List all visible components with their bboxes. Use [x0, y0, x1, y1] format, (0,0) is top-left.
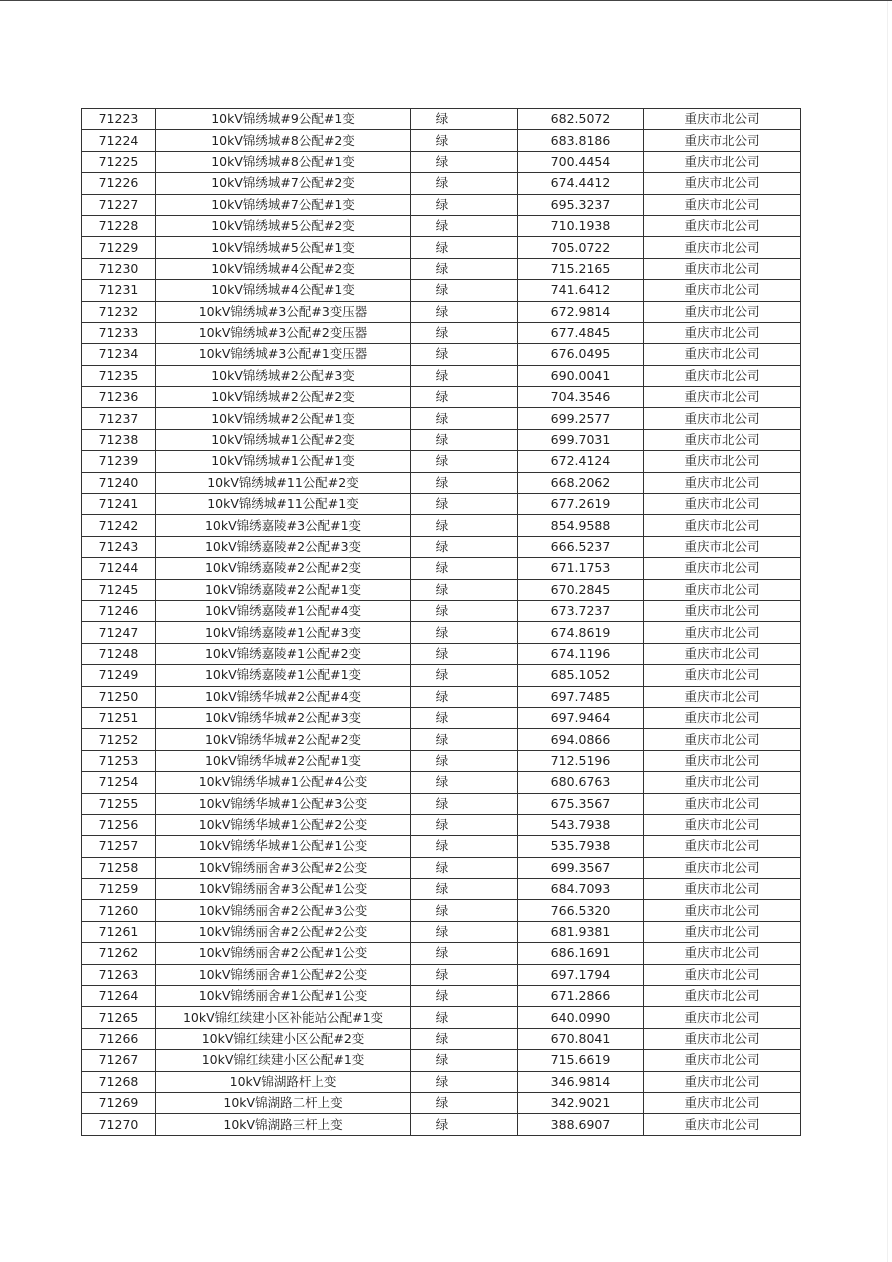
table-row	[82, 515, 801, 536]
cell-id: 71228	[82, 215, 156, 236]
cell-value: 675.3567	[518, 793, 644, 814]
cell-company: 重庆市北公司	[644, 130, 801, 151]
table-row	[82, 1050, 801, 1071]
cell-transformer-name: 10kV锦绣城#3公配#3变压器	[156, 301, 411, 322]
cell-transformer-name: 10kV锦绣城#2公配#2变	[156, 387, 411, 408]
cell-status-color: 绿	[411, 665, 518, 686]
cell-status-color: 绿	[411, 986, 518, 1007]
table-row	[82, 365, 801, 386]
cell-transformer-name: 10kV锦绣丽舍#2公配#1公变	[156, 943, 411, 964]
cell-company: 重庆市北公司	[644, 857, 801, 878]
table-row	[82, 729, 801, 750]
cell-id: 71269	[82, 1092, 156, 1113]
table-row	[82, 494, 801, 515]
cell-value: 677.2619	[518, 494, 644, 515]
cell-value: 697.9464	[518, 707, 644, 728]
cell-transformer-name: 10kV锦绣华城#1公配#1公变	[156, 836, 411, 857]
cell-value: 535.7938	[518, 836, 644, 857]
cell-value: 671.1753	[518, 558, 644, 579]
table-row	[82, 622, 801, 643]
cell-status-color: 绿	[411, 408, 518, 429]
cell-value: 671.2866	[518, 986, 644, 1007]
cell-value: 704.3546	[518, 387, 644, 408]
transformer-data-table	[81, 108, 801, 1136]
cell-transformer-name: 10kV锦绣城#4公配#2变	[156, 258, 411, 279]
cell-id: 71268	[82, 1071, 156, 1092]
cell-status-color: 绿	[411, 921, 518, 942]
cell-company: 重庆市北公司	[644, 579, 801, 600]
table-row	[82, 750, 801, 771]
cell-value: 715.2165	[518, 258, 644, 279]
table-row	[82, 1028, 801, 1049]
cell-id: 71252	[82, 729, 156, 750]
cell-company: 重庆市北公司	[644, 429, 801, 450]
cell-transformer-name: 10kV锦绣华城#2公配#1变	[156, 750, 411, 771]
cell-status-color: 绿	[411, 857, 518, 878]
cell-status-color: 绿	[411, 515, 518, 536]
cell-id: 71253	[82, 750, 156, 771]
cell-transformer-name: 10kV锦绣城#7公配#2变	[156, 173, 411, 194]
cell-status-color: 绿	[411, 1114, 518, 1135]
table-row	[82, 173, 801, 194]
cell-status-color: 绿	[411, 451, 518, 472]
cell-id: 71229	[82, 237, 156, 258]
cell-value: 699.3567	[518, 857, 644, 878]
cell-company: 重庆市北公司	[644, 729, 801, 750]
table-row	[82, 194, 801, 215]
cell-value: 668.2062	[518, 472, 644, 493]
table-row	[82, 921, 801, 942]
table-row	[82, 943, 801, 964]
cell-transformer-name: 10kV锦绣嘉陵#1公配#4变	[156, 600, 411, 621]
cell-id: 71242	[82, 515, 156, 536]
cell-company: 重庆市北公司	[644, 900, 801, 921]
cell-id: 71235	[82, 365, 156, 386]
cell-transformer-name: 10kV锦绣城#1公配#2变	[156, 429, 411, 450]
cell-transformer-name: 10kV锦绣丽舍#2公配#3公变	[156, 900, 411, 921]
table-row	[82, 772, 801, 793]
cell-value: 710.1938	[518, 215, 644, 236]
cell-transformer-name: 10kV锦绣嘉陵#1公配#1变	[156, 665, 411, 686]
cell-id: 71223	[82, 109, 156, 130]
table-row	[82, 857, 801, 878]
cell-value: 388.6907	[518, 1114, 644, 1135]
cell-status-color: 绿	[411, 1007, 518, 1028]
cell-value: 686.1691	[518, 943, 644, 964]
cell-id: 71231	[82, 280, 156, 301]
cell-status-color: 绿	[411, 836, 518, 857]
cell-transformer-name: 10kV锦绣城#9公配#1变	[156, 109, 411, 130]
cell-company: 重庆市北公司	[644, 879, 801, 900]
cell-status-color: 绿	[411, 130, 518, 151]
table-row	[82, 451, 801, 472]
cell-value: 705.0722	[518, 237, 644, 258]
cell-value: 694.0866	[518, 729, 644, 750]
cell-id: 71233	[82, 322, 156, 343]
cell-transformer-name: 10kV锦绣华城#1公配#3公变	[156, 793, 411, 814]
cell-status-color: 绿	[411, 814, 518, 835]
cell-transformer-name: 10kV锦绣嘉陵#2公配#1变	[156, 579, 411, 600]
cell-status-color: 绿	[411, 1071, 518, 1092]
cell-transformer-name: 10kV锦湖路三杆上变	[156, 1114, 411, 1135]
cell-value: 346.9814	[518, 1071, 644, 1092]
table-row	[82, 793, 801, 814]
cell-status-color: 绿	[411, 173, 518, 194]
cell-id: 71236	[82, 387, 156, 408]
cell-value: 741.6412	[518, 280, 644, 301]
cell-status-color: 绿	[411, 1028, 518, 1049]
cell-transformer-name: 10kV锦绣城#2公配#1变	[156, 408, 411, 429]
cell-company: 重庆市北公司	[644, 793, 801, 814]
table-row	[82, 814, 801, 835]
cell-status-color: 绿	[411, 151, 518, 172]
cell-company: 重庆市北公司	[644, 322, 801, 343]
cell-id: 71243	[82, 536, 156, 557]
cell-transformer-name: 10kV锦绣城#4公配#1变	[156, 280, 411, 301]
cell-status-color: 绿	[411, 322, 518, 343]
cell-status-color: 绿	[411, 365, 518, 386]
cell-status-color: 绿	[411, 964, 518, 985]
cell-status-color: 绿	[411, 301, 518, 322]
table-row	[82, 344, 801, 365]
cell-transformer-name: 10kV锦绣丽舍#1公配#1公变	[156, 986, 411, 1007]
cell-status-color: 绿	[411, 237, 518, 258]
cell-company: 重庆市北公司	[644, 1007, 801, 1028]
cell-status-color: 绿	[411, 558, 518, 579]
cell-company: 重庆市北公司	[644, 643, 801, 664]
cell-id: 71261	[82, 921, 156, 942]
cell-value: 676.0495	[518, 344, 644, 365]
cell-transformer-name: 10kV锦红续建小区补能站公配#1变	[156, 1007, 411, 1028]
cell-status-color: 绿	[411, 1092, 518, 1113]
cell-id: 71270	[82, 1114, 156, 1135]
cell-transformer-name: 10kV锦绣城#8公配#1变	[156, 151, 411, 172]
cell-value: 680.6763	[518, 772, 644, 793]
cell-status-color: 绿	[411, 472, 518, 493]
cell-value: 666.5237	[518, 536, 644, 557]
cell-id: 71254	[82, 772, 156, 793]
table-row	[82, 280, 801, 301]
cell-status-color: 绿	[411, 622, 518, 643]
table-row	[82, 151, 801, 172]
cell-company: 重庆市北公司	[644, 151, 801, 172]
cell-company: 重庆市北公司	[644, 600, 801, 621]
cell-value: 683.8186	[518, 130, 644, 151]
cell-company: 重庆市北公司	[644, 814, 801, 835]
cell-value: 690.0041	[518, 365, 644, 386]
table-body	[82, 109, 801, 1136]
cell-status-color: 绿	[411, 344, 518, 365]
cell-company: 重庆市北公司	[644, 237, 801, 258]
table-row	[82, 215, 801, 236]
cell-id: 71257	[82, 836, 156, 857]
cell-transformer-name: 10kV锦湖路杆上变	[156, 1071, 411, 1092]
cell-id: 71247	[82, 622, 156, 643]
cell-status-color: 绿	[411, 429, 518, 450]
cell-id: 71266	[82, 1028, 156, 1049]
cell-company: 重庆市北公司	[644, 986, 801, 1007]
cell-status-color: 绿	[411, 943, 518, 964]
cell-status-color: 绿	[411, 707, 518, 728]
cell-value: 697.7485	[518, 686, 644, 707]
cell-status-color: 绿	[411, 879, 518, 900]
cell-company: 重庆市北公司	[644, 472, 801, 493]
cell-value: 677.4845	[518, 322, 644, 343]
cell-company: 重庆市北公司	[644, 750, 801, 771]
cell-transformer-name: 10kV锦绣城#8公配#2变	[156, 130, 411, 151]
cell-status-color: 绿	[411, 793, 518, 814]
cell-value: 674.1196	[518, 643, 644, 664]
cell-id: 71255	[82, 793, 156, 814]
cell-value: 854.9588	[518, 515, 644, 536]
cell-value: 673.7237	[518, 600, 644, 621]
cell-company: 重庆市北公司	[644, 964, 801, 985]
cell-id: 71224	[82, 130, 156, 151]
cell-value: 685.1052	[518, 665, 644, 686]
table-row	[82, 237, 801, 258]
cell-transformer-name: 10kV锦绣华城#2公配#4变	[156, 686, 411, 707]
cell-status-color: 绿	[411, 536, 518, 557]
cell-value: 766.5320	[518, 900, 644, 921]
cell-status-color: 绿	[411, 579, 518, 600]
cell-company: 重庆市北公司	[644, 943, 801, 964]
cell-transformer-name: 10kV锦绣华城#2公配#3变	[156, 707, 411, 728]
table-row	[82, 301, 801, 322]
cell-status-color: 绿	[411, 280, 518, 301]
table-row	[82, 836, 801, 857]
cell-value: 674.4412	[518, 173, 644, 194]
cell-id: 71227	[82, 194, 156, 215]
cell-id: 71265	[82, 1007, 156, 1028]
cell-transformer-name: 10kV锦绣嘉陵#1公配#3变	[156, 622, 411, 643]
cell-value: 670.2845	[518, 579, 644, 600]
cell-status-color: 绿	[411, 494, 518, 515]
cell-id: 71248	[82, 643, 156, 664]
cell-transformer-name: 10kV锦绣城#1公配#1变	[156, 451, 411, 472]
cell-transformer-name: 10kV锦绣丽舍#1公配#2公变	[156, 964, 411, 985]
table-row	[82, 686, 801, 707]
cell-company: 重庆市北公司	[644, 1028, 801, 1049]
cell-status-color: 绿	[411, 772, 518, 793]
cell-company: 重庆市北公司	[644, 215, 801, 236]
cell-value: 543.7938	[518, 814, 644, 835]
cell-id: 71239	[82, 451, 156, 472]
table-row	[82, 600, 801, 621]
cell-id: 71244	[82, 558, 156, 579]
table-row	[82, 579, 801, 600]
cell-transformer-name: 10kV锦绣华城#2公配#2变	[156, 729, 411, 750]
cell-id: 71258	[82, 857, 156, 878]
cell-value: 700.4454	[518, 151, 644, 172]
cell-transformer-name: 10kV锦绣城#11公配#2变	[156, 472, 411, 493]
cell-company: 重庆市北公司	[644, 772, 801, 793]
cell-status-color: 绿	[411, 686, 518, 707]
cell-status-color: 绿	[411, 109, 518, 130]
cell-company: 重庆市北公司	[644, 1050, 801, 1071]
table-row	[82, 130, 801, 151]
cell-status-color: 绿	[411, 643, 518, 664]
table-row	[82, 964, 801, 985]
cell-transformer-name: 10kV锦绣城#5公配#2变	[156, 215, 411, 236]
cell-value: 697.1794	[518, 964, 644, 985]
table-row	[82, 109, 801, 130]
cell-transformer-name: 10kV锦绣城#11公配#1变	[156, 494, 411, 515]
cell-status-color: 绿	[411, 387, 518, 408]
table-row	[82, 1092, 801, 1113]
cell-value: 712.5196	[518, 750, 644, 771]
cell-value: 342.9021	[518, 1092, 644, 1113]
cell-company: 重庆市北公司	[644, 1071, 801, 1092]
cell-value: 715.6619	[518, 1050, 644, 1071]
cell-value: 681.9381	[518, 921, 644, 942]
table-row	[82, 258, 801, 279]
cell-transformer-name: 10kV锦绣城#5公配#1变	[156, 237, 411, 258]
cell-transformer-name: 10kV锦绣丽舍#2公配#2公变	[156, 921, 411, 942]
cell-company: 重庆市北公司	[644, 665, 801, 686]
cell-status-color: 绿	[411, 215, 518, 236]
cell-status-color: 绿	[411, 258, 518, 279]
cell-company: 重庆市北公司	[644, 451, 801, 472]
table-row	[82, 1007, 801, 1028]
cell-id: 71267	[82, 1050, 156, 1071]
cell-company: 重庆市北公司	[644, 408, 801, 429]
cell-status-color: 绿	[411, 194, 518, 215]
cell-company: 重庆市北公司	[644, 558, 801, 579]
cell-status-color: 绿	[411, 900, 518, 921]
cell-id: 71250	[82, 686, 156, 707]
cell-id: 71230	[82, 258, 156, 279]
cell-id: 71259	[82, 879, 156, 900]
cell-company: 重庆市北公司	[644, 365, 801, 386]
cell-transformer-name: 10kV锦湖路二杆上变	[156, 1092, 411, 1113]
cell-id: 71226	[82, 173, 156, 194]
cell-id: 71263	[82, 964, 156, 985]
cell-value: 682.5072	[518, 109, 644, 130]
cell-company: 重庆市北公司	[644, 686, 801, 707]
cell-id: 71249	[82, 665, 156, 686]
table-row	[82, 900, 801, 921]
table-row	[82, 665, 801, 686]
cell-id: 71225	[82, 151, 156, 172]
table-row	[82, 472, 801, 493]
cell-transformer-name: 10kV锦红续建小区公配#1变	[156, 1050, 411, 1071]
cell-company: 重庆市北公司	[644, 1114, 801, 1135]
table-row	[82, 1114, 801, 1135]
cell-id: 71237	[82, 408, 156, 429]
cell-company: 重庆市北公司	[644, 836, 801, 857]
cell-transformer-name: 10kV锦红续建小区公配#2变	[156, 1028, 411, 1049]
cell-status-color: 绿	[411, 729, 518, 750]
cell-company: 重庆市北公司	[644, 536, 801, 557]
cell-id: 71262	[82, 943, 156, 964]
cell-transformer-name: 10kV锦绣华城#1公配#2公变	[156, 814, 411, 835]
table-row	[82, 536, 801, 557]
cell-transformer-name: 10kV锦绣城#3公配#2变压器	[156, 322, 411, 343]
cell-company: 重庆市北公司	[644, 301, 801, 322]
cell-id: 71251	[82, 707, 156, 728]
cell-transformer-name: 10kV锦绣丽舍#3公配#2公变	[156, 857, 411, 878]
cell-transformer-name: 10kV锦绣嘉陵#1公配#2变	[156, 643, 411, 664]
cell-value: 699.7031	[518, 429, 644, 450]
cell-status-color: 绿	[411, 600, 518, 621]
cell-company: 重庆市北公司	[644, 622, 801, 643]
table-row	[82, 322, 801, 343]
cell-id: 71260	[82, 900, 156, 921]
cell-id: 71246	[82, 600, 156, 621]
cell-company: 重庆市北公司	[644, 109, 801, 130]
cell-value: 670.8041	[518, 1028, 644, 1049]
cell-company: 重庆市北公司	[644, 494, 801, 515]
cell-company: 重庆市北公司	[644, 387, 801, 408]
cell-transformer-name: 10kV锦绣嘉陵#2公配#2变	[156, 558, 411, 579]
cell-value: 640.0990	[518, 1007, 644, 1028]
cell-transformer-name: 10kV锦绣城#2公配#3变	[156, 365, 411, 386]
cell-company: 重庆市北公司	[644, 1092, 801, 1113]
table-row	[82, 986, 801, 1007]
cell-value: 699.2577	[518, 408, 644, 429]
table-row	[82, 707, 801, 728]
cell-transformer-name: 10kV锦绣嘉陵#3公配#1变	[156, 515, 411, 536]
table-row	[82, 387, 801, 408]
cell-value: 672.4124	[518, 451, 644, 472]
cell-transformer-name: 10kV锦绣嘉陵#2公配#3变	[156, 536, 411, 557]
cell-status-color: 绿	[411, 1050, 518, 1071]
cell-value: 672.9814	[518, 301, 644, 322]
table-row	[82, 643, 801, 664]
cell-company: 重庆市北公司	[644, 515, 801, 536]
cell-transformer-name: 10kV锦绣丽舍#3公配#1公变	[156, 879, 411, 900]
cell-id: 71232	[82, 301, 156, 322]
cell-id: 71238	[82, 429, 156, 450]
table-row	[82, 558, 801, 579]
cell-value: 695.3237	[518, 194, 644, 215]
cell-value: 674.8619	[518, 622, 644, 643]
cell-company: 重庆市北公司	[644, 173, 801, 194]
page-edge	[887, 1, 888, 1262]
cell-id: 71245	[82, 579, 156, 600]
cell-transformer-name: 10kV锦绣华城#1公配#4公变	[156, 772, 411, 793]
cell-transformer-name: 10kV锦绣城#3公配#1变压器	[156, 344, 411, 365]
cell-id: 71264	[82, 986, 156, 1007]
cell-id: 71240	[82, 472, 156, 493]
cell-transformer-name: 10kV锦绣城#7公配#1变	[156, 194, 411, 215]
cell-id: 71234	[82, 344, 156, 365]
cell-company: 重庆市北公司	[644, 344, 801, 365]
page-top-rule	[0, 0, 892, 1]
table-row	[82, 429, 801, 450]
cell-company: 重庆市北公司	[644, 258, 801, 279]
cell-company: 重庆市北公司	[644, 194, 801, 215]
cell-company: 重庆市北公司	[644, 280, 801, 301]
cell-company: 重庆市北公司	[644, 921, 801, 942]
cell-status-color: 绿	[411, 750, 518, 771]
table-row	[82, 1071, 801, 1092]
table-row	[82, 408, 801, 429]
cell-value: 684.7093	[518, 879, 644, 900]
cell-company: 重庆市北公司	[644, 707, 801, 728]
cell-id: 71256	[82, 814, 156, 835]
table-row	[82, 879, 801, 900]
cell-id: 71241	[82, 494, 156, 515]
